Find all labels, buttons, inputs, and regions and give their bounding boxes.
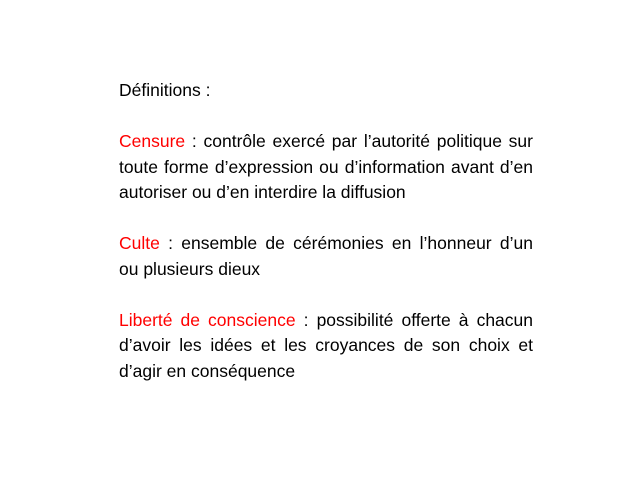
spacer — [119, 282, 533, 308]
definition-liberte-de-conscience — [119, 308, 533, 385]
definition-text-culte: : ensemble de cérémonies en l’honneur d’un ou plusieurs dieux — [119, 233, 533, 279]
definition-censure — [119, 129, 533, 206]
term-liberte-de-conscience: Liberté de conscience — [119, 309, 296, 330]
definitions-heading: Définitions : — [119, 80, 211, 100]
definition-text-liberte-de-conscience: : possibilité offerte à chacun d’avoir les idées et les croyances de son choix et d’agir en conséquence — [119, 309, 534, 381]
term-censure: Censure — [119, 131, 186, 151]
spacer — [119, 104, 533, 130]
spacer — [119, 206, 533, 232]
definition-text-censure: : contrôle exercé par l’autorité politique sur toute forme d’expression ou d’information avant d’en autoriser ou d’en interdire la diffusion — [119, 131, 533, 202]
term-culte: Culte — [119, 233, 160, 253]
definitions-block — [119, 78, 533, 384]
definition-culte — [119, 231, 533, 282]
